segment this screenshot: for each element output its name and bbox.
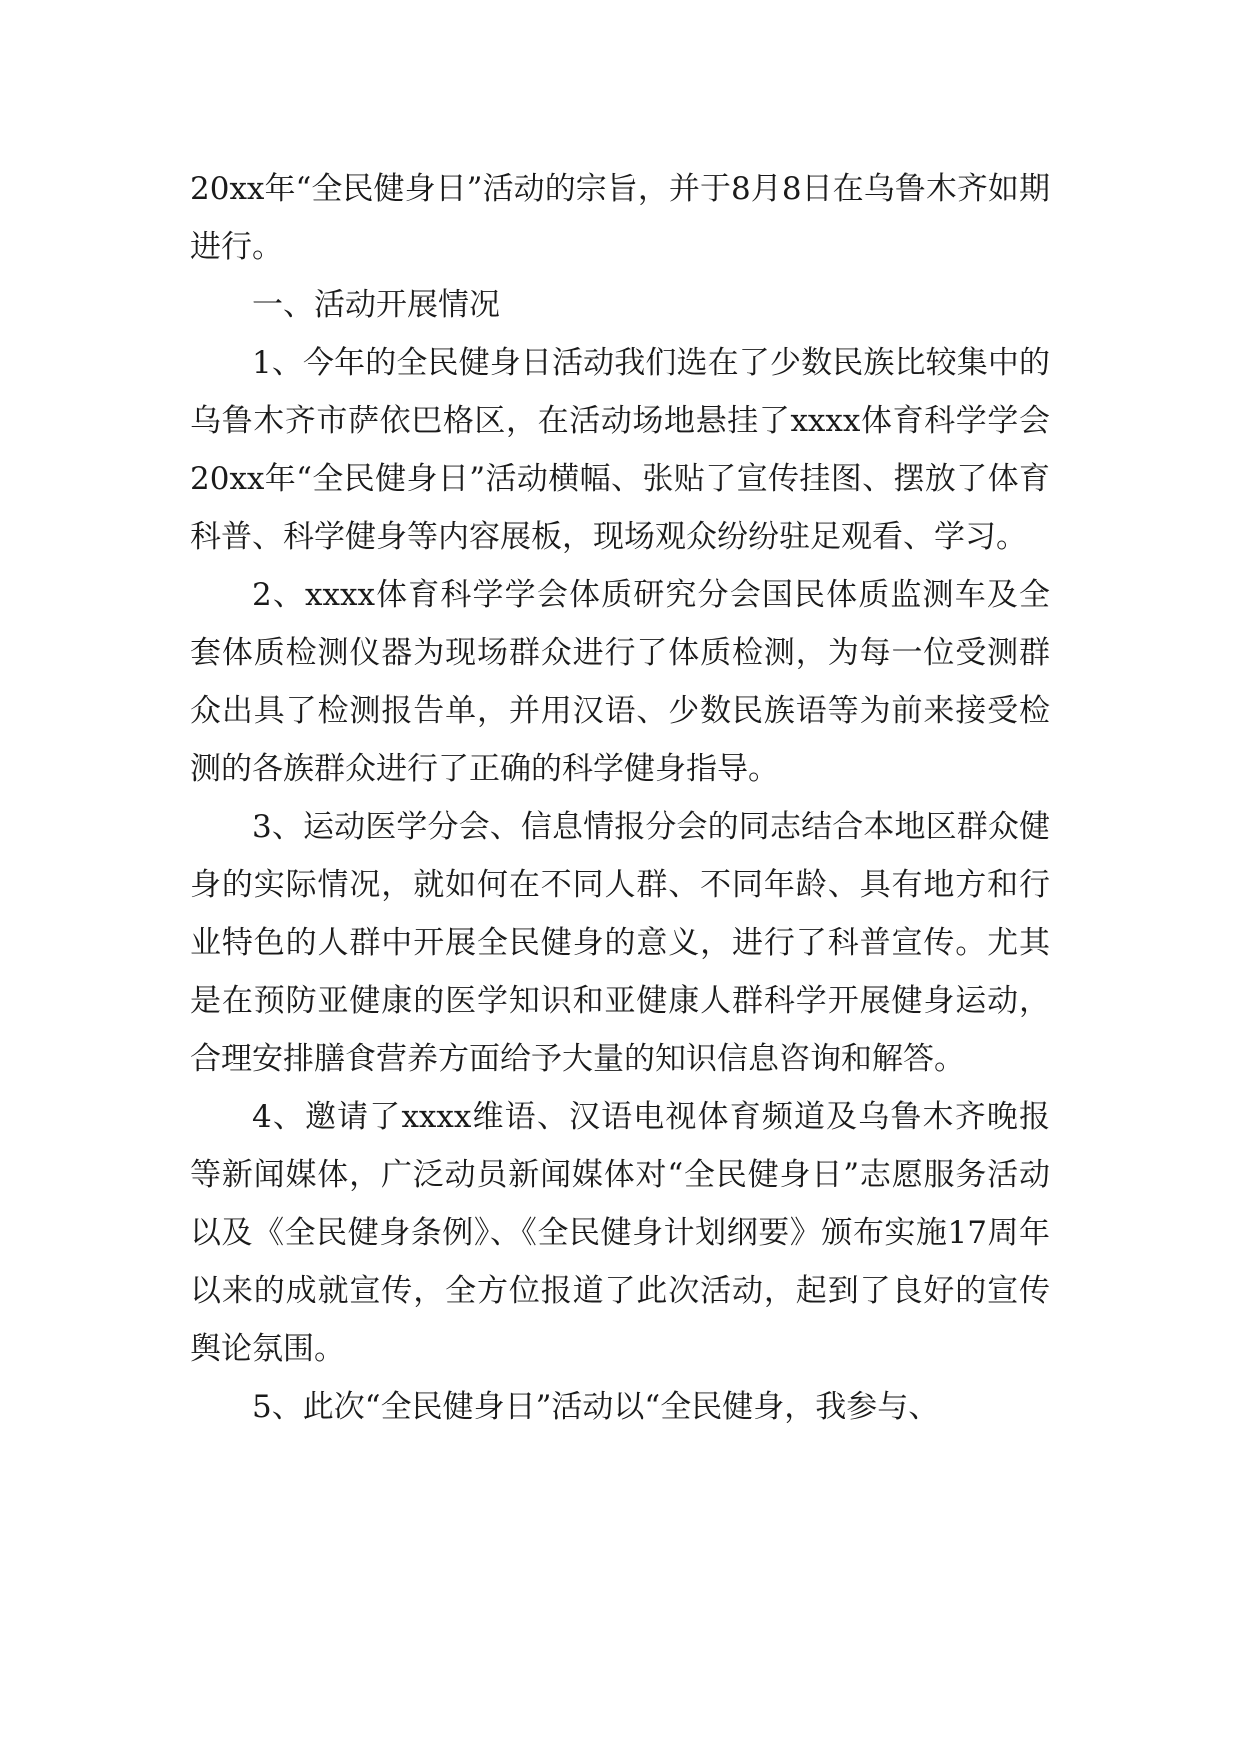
paragraph-item-5: 5、此次“全民健身日”活动以“全民健身，我参与、	[252, 1389, 940, 1425]
paragraph-item-1: 1、今年的全民健身日活动我们选在了少数民族比较集中的乌鲁木齐市萨依巴格区，在活动场地悬挂了xxxx体育科学学会20xx年“全民健身日”活动横幅、张贴了宣传挂图、摆放了体育科普、科学健身等内容展板，现场观众纷纷驻足观看、学习。	[190, 345, 1050, 555]
document-body	[190, 160, 1050, 1436]
paragraph-continuation: 20xx年“全民健身日”活动的宗旨，并于8月8日在乌鲁木齐如期进行。	[190, 171, 1050, 265]
section-heading: 一、活动开展情况	[252, 287, 500, 323]
paragraph-item-2: 2、xxxx体育科学学会体质研究分会国民体质监测车及全套体质检测仪器为现场群众进行了体质检测，为每一位受测群众出具了检测报告单，并用汉语、少数民族语等为前来接受检测的各族群众进行了正确的科学健身指导。	[190, 577, 1050, 787]
paragraph-item-3: 3、运动医学分会、信息情报分会的同志结合本地区群众健身的实际情况，就如何在不同人群、不同年龄、具有地方和行业特色的人群中开展全民健身的意义，进行了科普宣传。尤其是在预防亚健康的医学知识和亚健康人群科学开展健身运动，合理安排膳食营养方面给予大量的知识信息咨询和解答。	[190, 809, 1050, 1077]
paragraph-item-4: 4、邀请了xxxx维语、汉语电视体育频道及乌鲁木齐晚报等新闻媒体，广泛动员新闻媒体对“全民健身日”志愿服务活动以及《全民健身条例》、《全民健身计划纲要》颁布实施17周年以来的成就宣传，全方位报道了此次活动，起到了良好的宣传舆论氛围。	[190, 1099, 1050, 1367]
